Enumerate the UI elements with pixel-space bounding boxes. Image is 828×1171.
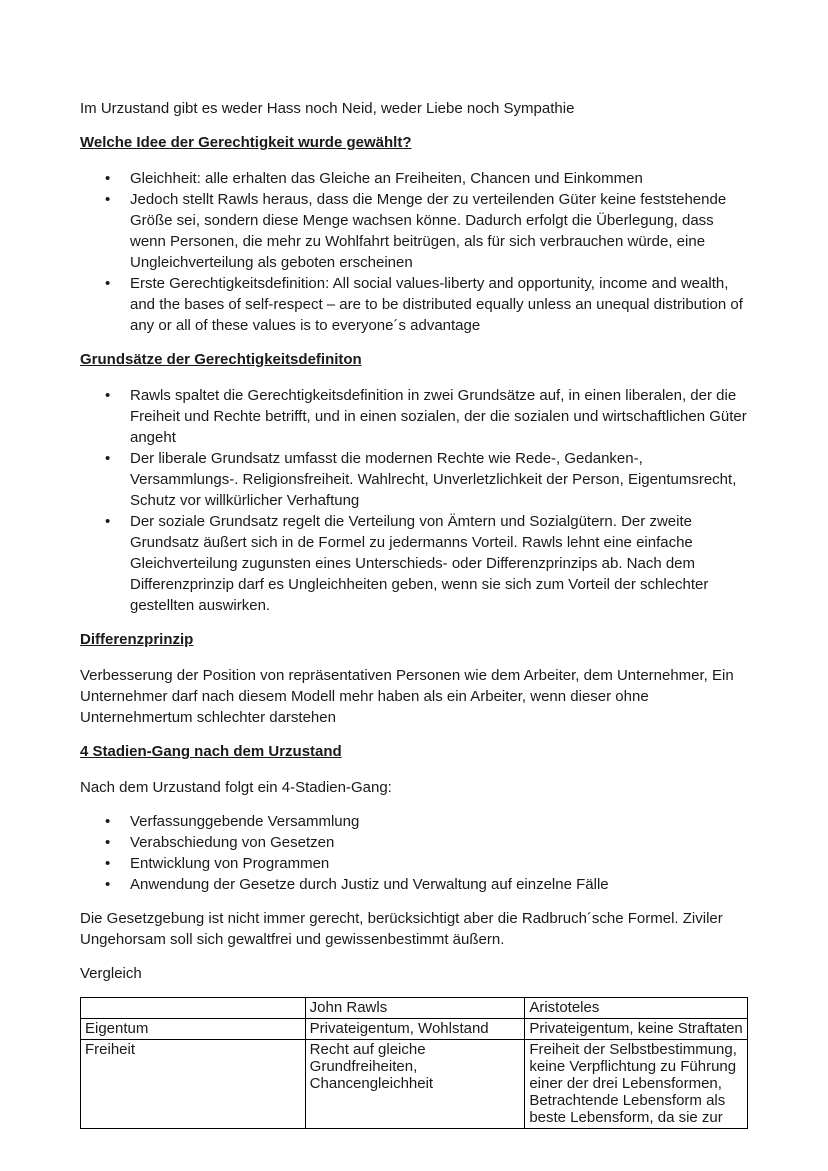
list-item: • Gleichheit: alle erhalten das Gleiche an Freiheiten, Chancen und Einkommen [80,168,747,189]
comparison-table [80,997,748,1129]
stadiengang-intro-paragraph: Nach dem Urzustand folgt ein 4-Stadien-Gang: [80,779,392,796]
bullet-list-idee [80,168,747,336]
table-cell: Recht auf gleiche Grundfreiheiten, Chancengleichheit [305,1040,525,1129]
table-cell: Freiheit der Selbstbestimmung, keine Verpflichtung zu Führung einer der drei Lebensformen, Betrachtende Lebensform als beste Lebensform, da sie zur [525,1040,748,1129]
list-item: • Der soziale Grundsatz regelt die Verteilung von Ämtern und Sozialgütern. Der zweite Grundsatz äußert sich in de Formel zu jedermanns Vorteil. Rawls lehnt eine einfache Gleichverteilung zugunsten eines Unterschieds- oder Differenzprinzips ab. Nach dem Differenzprinzip darf es Ungleichheiten geben, wenn sie sich zum Vorteil der schlechter gestellten auswirken. [80,511,747,616]
table-row [81,1019,748,1040]
stadiengang-outro-paragraph: Die Gesetzgebung ist nicht immer gerecht, berücksichtigt aber die Radbruch´sche Formel. Ziviler Ungehorsam soll sich gewaltfrei und gewissenbestimmt äußern. [80,910,723,948]
section-heading-differenzprinzip: Differenzprinzip [80,631,194,648]
section-heading-stadiengang: 4 Stadien-Gang nach dem Urzustand [80,743,342,760]
table-header-row [81,998,748,1019]
list-item: • Erste Gerechtigkeitsdefinition: All social values-liberty and opportunity, income and wealth, and the bases of self-respect – are to be distributed equally unless an unequal distribution of any or all of these values is to everyone´s advantage [80,273,747,336]
table-cell: Privateigentum, keine Straftaten [525,1019,748,1040]
list-item: • Entwicklung von Programmen [80,853,747,874]
list-item: • Der liberale Grundsatz umfasst die modernen Rechte wie Rede-, Gedanken-, Versammlungs-. Religionsfreiheit. Wahlrecht, Unverletzlichkeit der Person, Eigentumsrecht, Schutz vor willkürlicher Verhaftung [80,448,747,511]
intro-paragraph: Im Urzustand gibt es weder Hass noch Neid, weder Liebe noch Sympathie [80,100,575,117]
table-cell-row-label: Freiheit [81,1040,306,1129]
differenzprinzip-paragraph: Verbesserung der Position von repräsentativen Personen wie dem Arbeiter, dem Unternehmer, Ein Unternehmer darf nach diesem Modell mehr haben als ein Arbeiter, wenn dieser ohne Unternehmertum schlechter darstehen [80,667,734,726]
table-header-cell-empty [81,998,306,1019]
list-item: • Verabschiedung von Gesetzen [80,832,747,853]
list-item: • Anwendung der Gesetze durch Justiz und Verwaltung auf einzelne Fälle [80,874,747,895]
section-heading-grundsaetze: Grundsätze der Gerechtigkeitsdefiniton [80,351,362,368]
list-item: • Jedoch stellt Rawls heraus, dass die Menge der zu verteilenden Güter keine feststehende Größe sei, sondern diese Menge wachsen könne. Dadurch erfolgt die Überlegung, dass wenn Personen, die mehr zu Wohlfahrt beitrügen, als für sich verbrauchen würde, eine Ungleichverteilung als geboten erscheinen [80,189,747,273]
table-cell-row-label: Eigentum [81,1019,306,1040]
comparison-label: Vergleich [80,965,142,982]
list-item: • Rawls spaltet die Gerechtigkeitsdefinition in zwei Grundsätze auf, in einen liberalen, der die Freiheit und Rechte betrifft, und in einen sozialen, der die sozialen und wirtschaftlichen Güter angeht [80,385,747,448]
bullet-list-grundsaetze [80,385,747,616]
list-item: • Verfassunggebende Versammlung [80,811,747,832]
bullet-list-stadiengang [80,811,747,895]
table-row [81,1040,748,1129]
section-heading-idee: Welche Idee der Gerechtigkeit wurde gewählt? [80,134,412,151]
table-header-cell-aristoteles: Aristoteles [525,998,748,1019]
table-header-cell-rawls: John Rawls [305,998,525,1019]
table-cell: Privateigentum, Wohlstand [305,1019,525,1040]
